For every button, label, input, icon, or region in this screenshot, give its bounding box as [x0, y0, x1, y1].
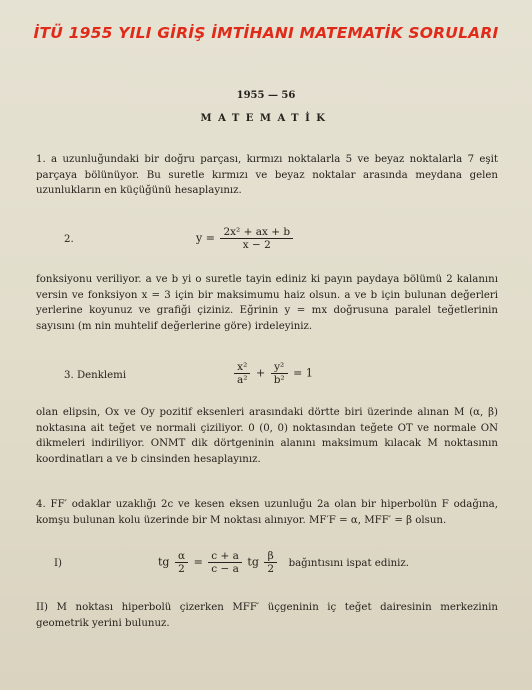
question-4-part-1-text: bağıntısını ispat ediniz. — [288, 557, 410, 569]
eq-numerator: x² — [234, 361, 250, 374]
question-3-text: olan elipsin, Ox ve Oy pozitif eksenleri arasındaki dörtte biri üzerinde alınan M (α, β) noktasına ait teğet ve normali çiziliyor. 0 (0, 0) noktasından teğete OT ve normale ON dikmeleri indiriliyor. ONMT dik dörtgeninin alanını maksimum kılacak M noktasının koordinatları a ve b cinsinden hesaplayınız. — [36, 407, 498, 465]
eq-fraction-alpha — [175, 550, 188, 575]
eq-numerator: α — [175, 550, 188, 563]
page-title: İTÜ 1955 YILI GİRİŞ İMTİHANI MATEMATİK SORULARI — [33, 24, 499, 42]
eq-denominator: 2 — [178, 563, 185, 575]
eq-fraction-beta — [264, 550, 277, 575]
eq-tg: tg — [158, 555, 170, 569]
eq-equals: = — [193, 555, 203, 569]
eq-fraction-x — [234, 361, 250, 386]
eq-rhs: = 1 — [293, 366, 313, 380]
question-4-part-1-label: I) — [54, 558, 62, 569]
eq-numerator: 2x² + ax + b — [220, 226, 293, 239]
eq-denominator: x − 2 — [242, 239, 271, 251]
question-2-equation — [196, 226, 295, 251]
eq-denominator: b² — [273, 374, 285, 386]
eq-denominator: a² — [237, 374, 248, 386]
question-2-label: 2. — [64, 234, 74, 245]
question-4-equation — [158, 550, 409, 575]
eq-numerator: β — [264, 550, 277, 563]
question-2-text: fonksiyonu veriliyor. a ve b yi o suretle tayin ediniz ki payın paydaya bölümü 2 kalanını versin ve fonksiyon x = 3 için bir maksimumu haiz olsun. a ve b için bulunan değerleri yerlerine koyunuz ve grafiği çiziniz. Eğrinin y = mx doğrusuna paralel teğetlerinin sayısını (m nin muhtelif değerlerine göre) irdeleyiniz. — [36, 274, 498, 332]
subject-heading: MATEMATİK — [200, 113, 332, 124]
question-4-part-2-text: II) M noktası hiperbolü çizerken MFF′ üçgeninin iç teğet dairesinin merkezinin geometrik yerini bulunuz. — [36, 602, 498, 629]
eq-fraction-ca — [208, 550, 242, 575]
eq-lhs: y = — [196, 231, 215, 245]
question-3-equation — [232, 361, 313, 386]
question-4-text: 4. FF′ odaklar uzaklığı 2c ve kesen eksen uzunluğu 2a olan bir hiperbolün F odağına, komşu bulunan kolu üzerinde bir M noktası alınıyor. MF′F = α, MFF′ = β olsun. — [36, 499, 498, 526]
eq-fraction — [220, 226, 293, 251]
exam-years: 1955 — 56 — [236, 90, 296, 101]
eq-denominator: 2 — [267, 563, 275, 575]
eq-numerator: c + a — [208, 550, 242, 563]
eq-plus: + — [255, 366, 266, 380]
eq-fraction-y — [271, 361, 288, 386]
question-1-text: 1. a uzunluğundaki bir doğru parçası, kırmızı noktalarla 5 ve beyaz noktalarla 7 eşit parçaya bölünüyor. Bu suretle kırmızı ve beyaz noktalar arasında meydana gelen uzunlukların en küçüğünü hesaplayınız. — [36, 154, 498, 196]
eq-tg: tg — [247, 555, 259, 569]
question-3-label: 3. Denklemi — [64, 370, 127, 381]
eq-denominator: c − a — [211, 563, 239, 575]
eq-numerator: y² — [271, 361, 288, 374]
